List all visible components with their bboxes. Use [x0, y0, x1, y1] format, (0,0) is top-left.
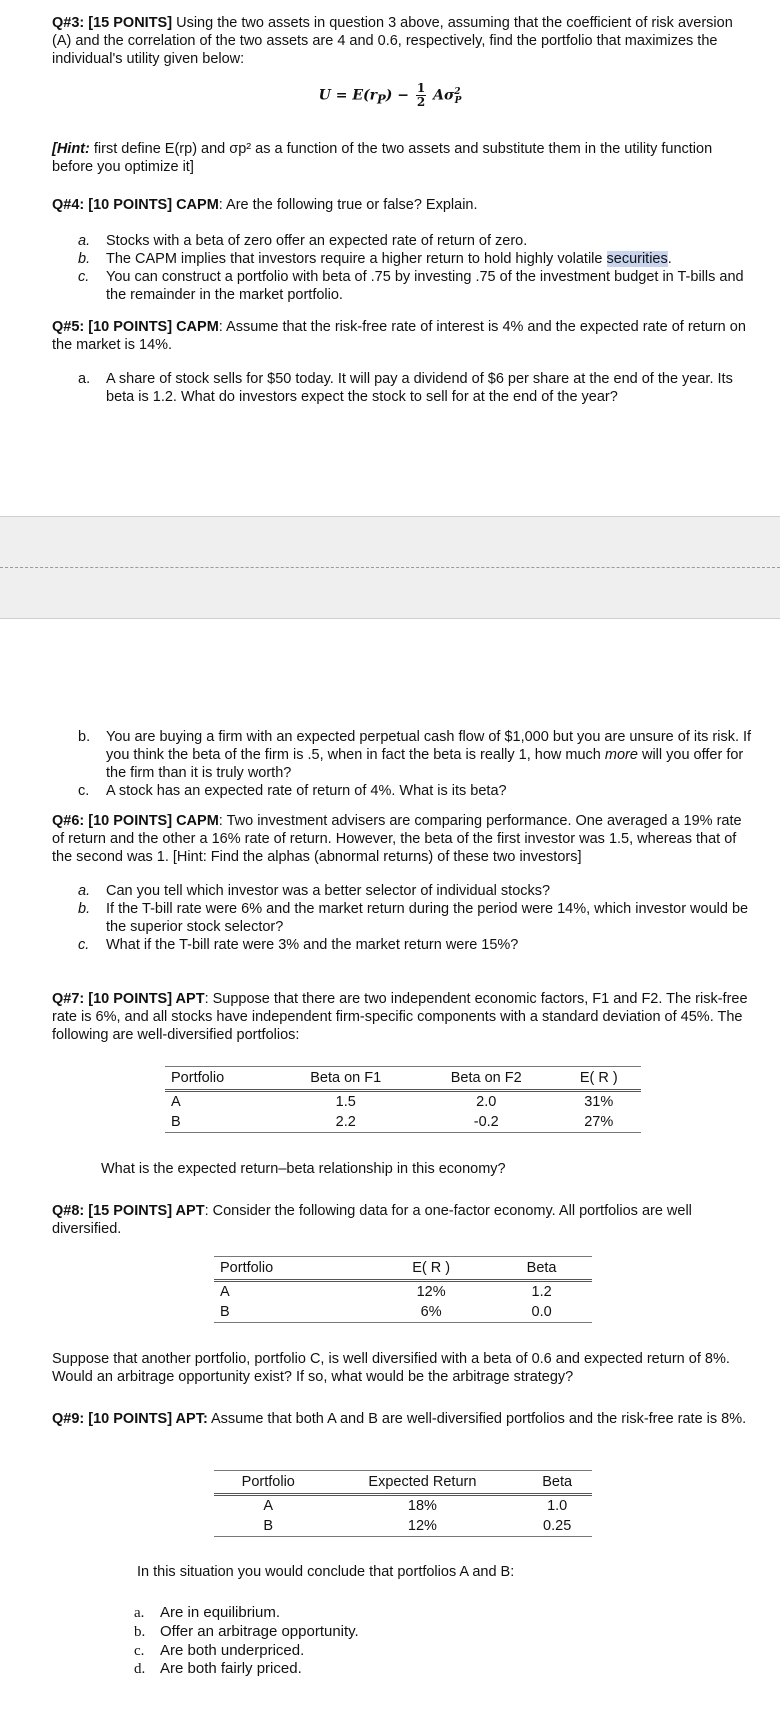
list-item: a. Can you tell which investor was a better selector of individual stocks?	[78, 883, 551, 899]
table-row: B 2.2 -0.2 27%	[165, 1112, 641, 1133]
q5-item-a	[52, 370, 754, 406]
q6-block: Q#6: [10 POINTS] CAPM: Two investment advisers are comparing performance. One averaged a 19% rate of return and the other a 16% rate of return. However, the beta of the first investor was 1.5, whereas that of the second was 1. [Hint: Find the alphas (abnormal returns) of these two investors]	[52, 813, 742, 866]
q7-table: Portfolio Beta on F1 Beta on F2 E( R ) A 1.5 2.0 31% B 2.2 -0.2 27%	[165, 1066, 641, 1133]
hint-label: [Hint:	[52, 141, 90, 157]
q8-table: Portfolio E( R ) Beta A 12% 1.2 B 6% 0.0	[214, 1256, 592, 1323]
list-item: b. You are buying a firm with an expected perpetual cash flow of $1,000 but you are unsure of its risk. If you think the beta of the firm is .5, when in fact the beta is really 1, how much more will you offer for the firm than it is truly worth?	[78, 729, 752, 782]
q9-options	[130, 1604, 630, 1679]
list-item: b. The CAPM implies that investors require a higher return to hold highly volatile securities.	[78, 251, 672, 268]
q3-block	[52, 14, 754, 68]
q9-table: Portfolio Expected Return Beta A 18% 1.0 B 12% 0.25	[214, 1470, 592, 1537]
list-item: c. Are both underpriced.	[134, 1641, 305, 1659]
q9-block: Q#9: [10 POINTS] APT: Assume that both A and B are well-diversified portfolios and the risk-free rate is 8%.	[52, 1411, 747, 1427]
utility-formula: $U = E(r_P)$ − $\frac{1}{2}$ $A\sigma^2_P$	[318, 81, 462, 110]
q6-title: Q#6: [10 POINTS] CAPM	[52, 813, 219, 829]
q8-followup: Suppose that another portfolio, portfolio C, is well diversified with a beta of 0.6 and expected return of 8%. Would an arbitrage opportunity exist? If so, what would be the arbitrage strategy?	[52, 1351, 730, 1386]
table-row: B 6% 0.0	[214, 1302, 592, 1323]
list-item: c. A stock has an expected rate of return of 4%. What is its beta?	[78, 783, 507, 800]
list-item: a. A share of stock sells for $50 today. It will pay a dividend of $6 per share at the end of the year. Its beta is 1.2. What do investors expect the stock to sell for at the end of the year?	[78, 371, 733, 406]
q7-question: What is the expected return–beta relationship in this economy?	[101, 1161, 506, 1177]
table-row: A 18% 1.0	[263, 1498, 568, 1515]
q5-items-bc	[52, 728, 754, 801]
highlighted-word: securities	[606, 251, 668, 268]
page-break	[0, 516, 780, 619]
q4-items	[52, 232, 754, 305]
q5-block: Q#5: [10 POINTS] CAPM: Assume that the risk-free rate of interest is 4% and the expected rate of return on the market is 14%.	[52, 319, 746, 354]
q3-hint: [Hint: first define E(rp) and σp² as a function of the two assets and substitute them in the utility function before you optimize it]	[52, 141, 713, 176]
q5-title: Q#5: [10 POINTS] CAPM	[52, 319, 219, 335]
q9-title: Q#9: [10 POINTS] APT:	[52, 1411, 208, 1427]
list-item: c. You can construct a portfolio with beta of .75 by investing .75 of the investment budget in T-bills and the remainder in the market portfolio.	[78, 269, 744, 304]
list-item: b. Offer an arbitrage opportunity.	[134, 1622, 359, 1640]
page-break-line	[0, 567, 780, 568]
q4-title: Q#4: [10 POINTS] CAPM	[52, 197, 219, 213]
list-item: a. Are in equilibrium.	[134, 1604, 281, 1621]
q7-title: Q#7: [10 POINTS] APT	[52, 991, 205, 1007]
table-row: B 12% 0.25	[214, 1516, 592, 1537]
list-item: a. Stocks with a beta of zero offer an expected rate of return of zero.	[78, 233, 528, 249]
q8-title: Q#8: [15 POINTS] APT	[52, 1203, 205, 1219]
table-row: A 1.5 2.0 31%	[171, 1094, 614, 1111]
q8-block: Q#8: [15 POINTS] APT: Consider the following data for a one-factor economy. All portfolios are well diversified.	[52, 1203, 692, 1238]
q3-text: Q#3: [15 PONITS] Using the two assets in question 3 above, assuming that the coefficient of risk aversion (A) and the correlation of the two assets are 4 and 0.6, respectively, find the portfolio that maximizes the individual's utility given below:	[52, 15, 733, 68]
q3-title: Q#3: [15 PONITS]	[52, 15, 173, 31]
q6-items	[52, 882, 754, 955]
list-item: c. What if the T-bill rate were 3% and the market return were 15%?	[78, 937, 519, 954]
half-fraction: $\frac{1}{2}$	[416, 81, 426, 110]
table-row: A 12% 1.2	[220, 1284, 552, 1301]
q4-block: Q#4: [10 POINTS] CAPM: Are the following true or false? Explain.	[52, 197, 478, 213]
q9-lead: In this situation you would conclude that portfolios A and B:	[137, 1564, 515, 1580]
list-item: d. Are both fairly priced.	[134, 1660, 302, 1678]
list-item: b. If the T-bill rate were 6% and the market return during the period were 14%, which investor would be the superior stock selector?	[78, 901, 749, 936]
q7-block: Q#7: [10 POINTS] APT: Suppose that there are two independent economic factors, F1 and F2. The risk-free rate is 6%, and all stocks have independent firm-specific components with a standard deviation of 45%. The following are well-diversified portfolios:	[52, 991, 748, 1044]
